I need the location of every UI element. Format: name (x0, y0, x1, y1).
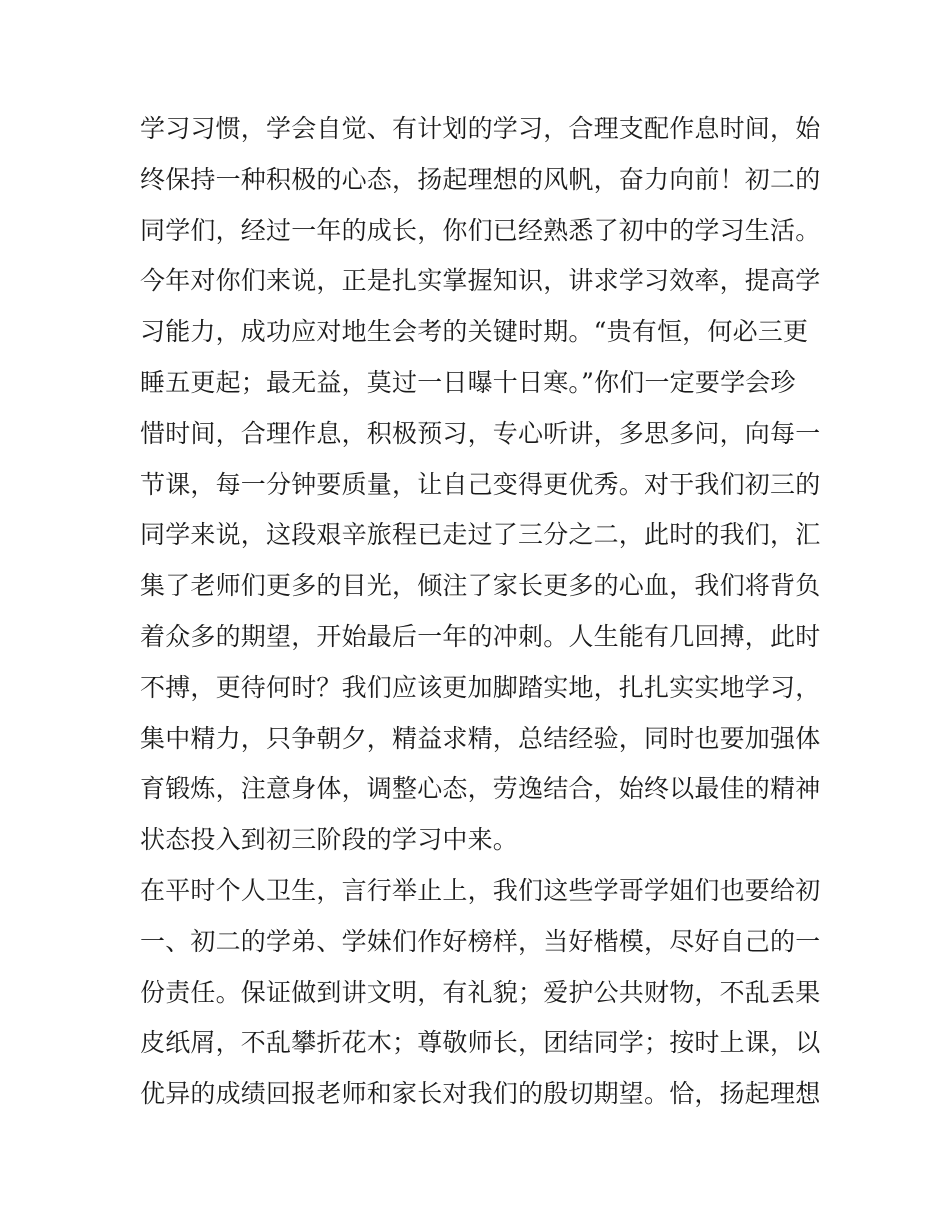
text-line: 育锻炼，注意身体，调整心态，劳逸结合，始终以最佳的精神 (140, 774, 820, 804)
text-line: 一、初二的学弟、学妹们作好榜样，当好楷模，尽好自己的一 (140, 926, 820, 956)
text-line: 状态投入到初三阶段的学习中来。 (140, 825, 519, 855)
text-line: 在平时个人卫生，言行举止上，我们这些学哥学姐们也要给初 (140, 875, 820, 905)
text-line: 同学们，经过一年的成长，你们已经熟悉了初中的学习生活。 (140, 215, 820, 245)
text-line: 集中精力，只争朝夕，精益求精，总结经验，同时也要加强体 (140, 723, 820, 753)
text-line: 终保持一种积极的心态，扬起理想的风帆，奋力向前！初二的 (140, 164, 820, 194)
text-line: 节课，每一分钟要质量，让自己变得更优秀。对于我们初三的 (140, 469, 820, 499)
text-line: 着众多的期望，开始最后一年的冲刺。人生能有几回搏，此时 (140, 621, 820, 651)
text-line: 皮纸屑，不乱攀折花木；尊敬师长，团结同学；按时上课，以 (140, 1028, 820, 1058)
text-line: 习能力，成功应对地生会考的关键时期。“贵有恒，何必三更 (140, 317, 809, 347)
text-line: 不搏，更待何时？我们应该更加脚踏实地，扎扎实实地学习， (140, 672, 820, 702)
body-text (140, 104, 820, 1120)
text-line: 今年对你们来说，正是扎实掌握知识，讲求学习效率，提高学 (140, 266, 820, 296)
text-line: 集了老师们更多的目光，倾注了家长更多的心血，我们将背负 (140, 571, 820, 601)
text-line: 同学来说，这段艰辛旅程已走过了三分之二，此时的我们，汇 (140, 520, 820, 550)
text-line: 惜时间，合理作息，积极预习，专心听讲，多思多问，向每一 (140, 418, 820, 448)
text-line: 学习习惯，学会自觉、有计划的学习，合理支配作息时间，始 (140, 114, 820, 143)
text-line: 份责任。保证做到讲文明，有礼貌；爱护公共财物，不乱丢果 (140, 977, 820, 1007)
text-line: 优异的成绩回报老师和家长对我们的殷切期望。恰，扬起理想 (140, 1079, 820, 1109)
text-line: 睡五更起；最无益，莫过一日曝十日寒。”你们一定要学会珍 (140, 367, 796, 397)
